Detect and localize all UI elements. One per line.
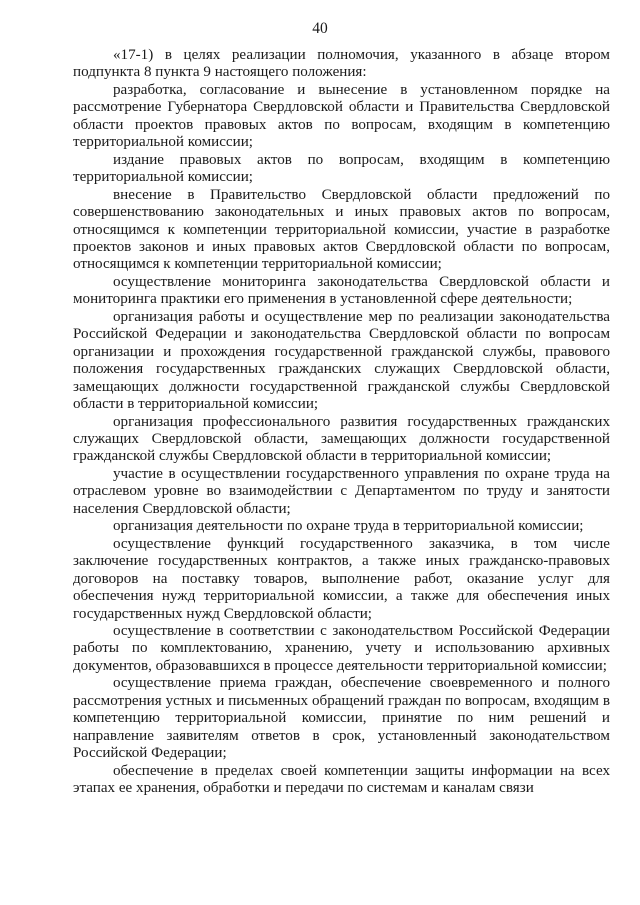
paragraph-civil-service-organization: организация работы и осуществление мер по реализации законодательства Российской Федерации и законодательства Свердловской области по вопросам организации и прохождения государственной гражданской службы, правового положения государственных гражданских служащих Свердловской области, замещающих должности государственной гражданской службы Свердловской области в территориальной комиссии; bbox=[73, 308, 610, 413]
paragraph-labor-protection-participation: участие в осуществлении государственного управления по охране труда на отраслевом уровне во взаимодействии с Департаментом по труду и занятости населения Свердловской области; bbox=[73, 465, 610, 517]
paragraph-drafting-legal-acts: разработка, согласование и вынесение в установленном порядке на рассмотрение Губернатора Свердловской области и Правительства Свердловской области проектов правовых актов по вопросам, входящим в компетенцию территориальной комиссии; bbox=[73, 81, 610, 151]
paragraph-archival-documents: осуществление в соответствии с законодательством Российской Федерации работы по комплектованию, хранению, учету и использованию архивных документов, образовавшихся в процессе деятельности территориальной комиссии; bbox=[73, 622, 610, 674]
paragraph-state-customer-functions: осуществление функций государственного заказчика, в том числе заключение государственных контрактов, а также иных гражданско-правовых договоров на поставку товаров, выполнение работ, оказание услуг для обеспечения нужд территориальной комиссии, а также для обеспечения иных государственных нужд Свердловской области; bbox=[73, 535, 610, 622]
paragraph-labor-protection-organization: организация деятельности по охране труда в территориальной комиссии; bbox=[113, 518, 584, 535]
paragraph-information-protection: обеспечение в пределах своей компетенции защиты информации на всех этапах ее хранения, обработки и передачи по системам и каналам связи bbox=[73, 762, 610, 797]
document-body bbox=[73, 47, 610, 797]
paragraph-citizen-appeals: осуществление приема граждан, обеспечение своевременного и полного рассмотрения устных и письменных обращений граждан по вопросам, входящим в компетенцию территориальной комиссии, принятие по ним решений и направление заявителям ответов в срок, установленный законодательством Российской Федерации; bbox=[73, 675, 610, 762]
paragraph-submitting-proposals: внесение в Правительство Свердловской области предложений по совершенствованию законодательных и иных правовых актов по вопросам, относящимся к компетенции территориальной комиссии, участие в разработке проектов законов и иных правовых актов Свердловской области по вопросам, относящимся к компетенции территориальной комиссии; bbox=[73, 186, 610, 273]
page-number: 40 bbox=[312, 20, 328, 37]
paragraph-issuing-legal-acts: издание правовых актов по вопросам, входящим в компетенцию территориальной комиссии; bbox=[73, 151, 610, 186]
paragraph-legislation-monitoring: осуществление мониторинга законодательства Свердловской области и мониторинга практики его применения в установленной сфере деятельности; bbox=[73, 273, 610, 308]
paragraph-professional-development: организация профессионального развития государственных гражданских служащих Свердловской области, замещающих должности государственной гражданской службы Свердловской области в территориальной комиссии; bbox=[73, 413, 610, 465]
paragraph-17-1-intro: «17-1) в целях реализации полномочия, указанного в абзаце втором подпункта 8 пункта 9 настоящего положения: bbox=[73, 47, 610, 81]
